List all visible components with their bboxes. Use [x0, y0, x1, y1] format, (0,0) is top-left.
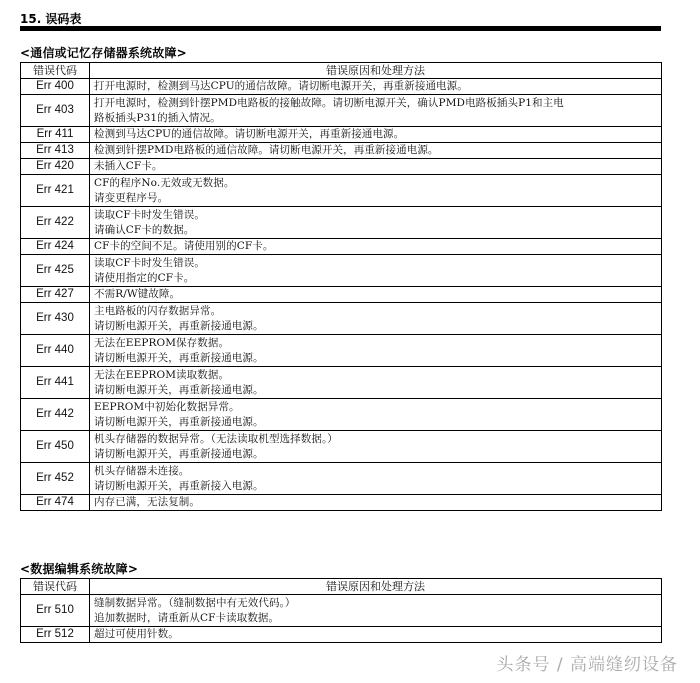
- table-row: [21, 431, 662, 463]
- error-code-cell: Err 450: [21, 431, 90, 463]
- error-description-cell: 超过可使用针数。: [90, 627, 662, 643]
- error-code-cell: Err 441: [21, 367, 90, 399]
- error-description-cell: 机头存储器的数据异常。（无法读取机型选择数据。） 请切断电源开关，再重新接通电源。: [90, 431, 662, 463]
- table-row: [21, 207, 662, 239]
- error-code-cell: Err 400: [21, 79, 90, 95]
- header-error-code: 错误代码: [21, 579, 90, 595]
- error-code-cell: Err 442: [21, 399, 90, 431]
- error-code-cell: Err 403: [21, 95, 90, 127]
- error-description-cell: 缝制数据异常。（缝制数据中有无效代码。） 追加数据时，请重新从CF卡读取数据。: [90, 595, 662, 627]
- table-row: [21, 175, 662, 207]
- error-code-cell: Err 425: [21, 255, 90, 287]
- error-description-cell: 主电路板的闪存数据异常。 请切断电源开关，再重新接通电源。: [90, 303, 662, 335]
- error-table-data-edit: [20, 578, 662, 643]
- error-description-cell: 无法在EEPROM读取数据。 请切断电源开关，再重新接通电源。: [90, 367, 662, 399]
- error-code-cell: Err 510: [21, 595, 90, 627]
- error-code-cell: Err 422: [21, 207, 90, 239]
- error-code-cell: Err 427: [21, 287, 90, 303]
- error-code-cell: Err 474: [21, 495, 90, 511]
- error-description-cell: 检测到针摆PMD电路板的通信故障。请切断电源开关，再重新接通电源。: [90, 143, 662, 159]
- table-row: [21, 127, 662, 143]
- error-description-cell: EEPROM中初始化数据异常。 请切断电源开关，再重新接通电源。: [90, 399, 662, 431]
- error-code-cell: Err 452: [21, 463, 90, 495]
- error-code-cell: Err 430: [21, 303, 90, 335]
- header-cause-handling: 错误原因和处理方法: [90, 63, 662, 79]
- error-table-comm-memory: [20, 62, 662, 511]
- table-row: [21, 367, 662, 399]
- watermark: 头条号 / 高端缝纫设备: [496, 655, 678, 675]
- error-description-cell: 打开电源时，检测到针摆PMD电路板的接触故障。请切断电源开关，确认PMD电路板插头P1和主电 路板插头P31的插入情况。: [90, 95, 662, 127]
- error-description-cell: 检测到马达CPU的通信故障。请切断电源开关，再重新接通电源。: [90, 127, 662, 143]
- error-description-cell: 读取CF卡时发生错误。 请使用指定的CF卡。: [90, 255, 662, 287]
- error-code-cell: Err 440: [21, 335, 90, 367]
- error-description-cell: 未插入CF卡。: [90, 159, 662, 175]
- table-row: [21, 79, 662, 95]
- error-description-cell: 打开电源时，检测到马达CPU的通信故障。请切断电源开关，再重新接通电源。: [90, 79, 662, 95]
- error-code-cell: Err 424: [21, 239, 90, 255]
- page-title: 15. 误码表: [20, 12, 82, 26]
- table-row: [21, 143, 662, 159]
- table-row: [21, 239, 662, 255]
- table-row: [21, 303, 662, 335]
- table-row: [21, 159, 662, 175]
- table-row: [21, 595, 662, 627]
- table-row: [21, 627, 662, 643]
- table-header-row: [21, 579, 662, 595]
- section-title-comm-memory: <通信或记忆存储器系统故障>: [20, 46, 187, 60]
- section-title-data-edit: <数据编辑系统故障>: [20, 562, 139, 576]
- error-code-cell: Err 421: [21, 175, 90, 207]
- table-body: [21, 79, 662, 511]
- table-row: [21, 335, 662, 367]
- table-header-row: [21, 63, 662, 79]
- error-description-cell: 读取CF卡时发生错误。 请确认CF卡的数据。: [90, 207, 662, 239]
- table-row: [21, 399, 662, 431]
- table-row: [21, 95, 662, 127]
- table-row: [21, 495, 662, 511]
- error-code-cell: Err 411: [21, 127, 90, 143]
- header-cause-handling: 错误原因和处理方法: [90, 579, 662, 595]
- header-error-code: 错误代码: [21, 63, 90, 79]
- error-code-cell: Err 413: [21, 143, 90, 159]
- error-code-cell: Err 512: [21, 627, 90, 643]
- table-body: [21, 595, 662, 643]
- table-row: [21, 287, 662, 303]
- error-description-cell: 机头存储器未连接。 请切断电源开关，再重新接入电源。: [90, 463, 662, 495]
- table-row: [21, 255, 662, 287]
- title-rule: [20, 26, 661, 31]
- error-description-cell: 内存已满，无法复制。: [90, 495, 662, 511]
- error-description-cell: CF卡的空间不足。请使用别的CF卡。: [90, 239, 662, 255]
- table-row: [21, 463, 662, 495]
- error-description-cell: CF的程序No.无效或无数据。 请变更程序号。: [90, 175, 662, 207]
- error-code-cell: Err 420: [21, 159, 90, 175]
- error-description-cell: 不需R/W键故障。: [90, 287, 662, 303]
- error-description-cell: 无法在EEPROM保存数据。 请切断电源开关，再重新接通电源。: [90, 335, 662, 367]
